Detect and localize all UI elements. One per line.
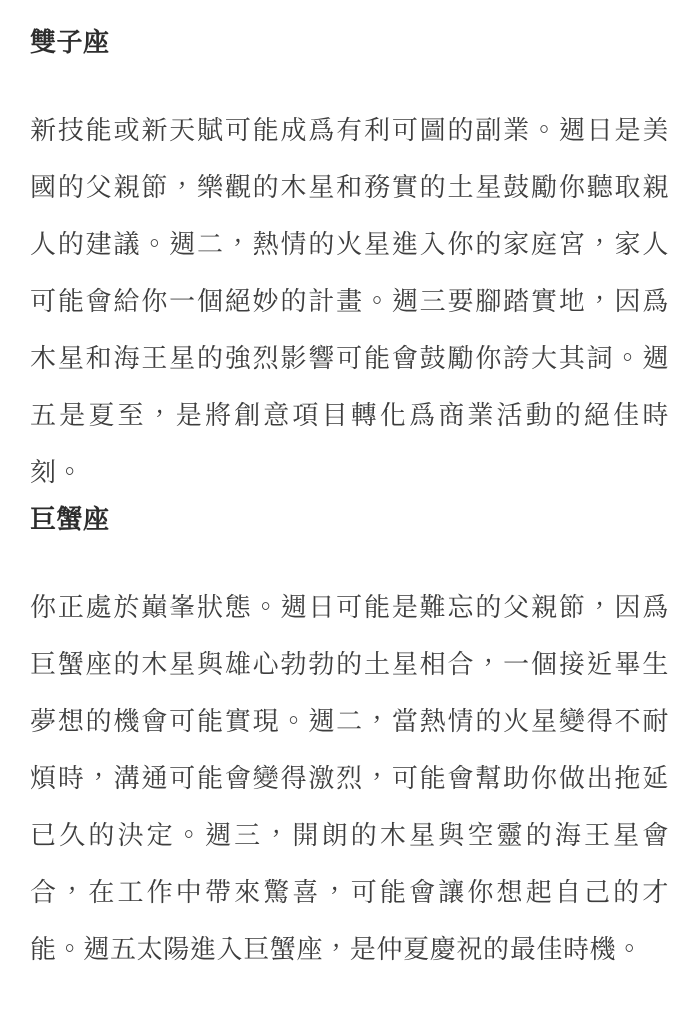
gemini-section-body: 新技能或新天賦可能成爲有利可圖的副業。週日是美國的父親節，樂觀的木星和務實的土星鼓勵你聽取親人的建議。週二，熱情的火星進入你的家庭宮，家人可能會給你一個絕妙的計畫。週三要腳踏實地，因爲木星和海王星的強烈影響可能會鼓勵你誇大其詞。週五是夏至，是將創意項目轉化爲商業活動的絕佳時刻。	[30, 115, 669, 487]
cancer-section-heading: 巨蟹座	[30, 504, 110, 534]
gemini-section-heading: 雙子座	[30, 27, 110, 57]
section-gemini	[30, 24, 669, 501]
cancer-section-body: 你正處於巔峯狀態。週日可能是難忘的父親節，因爲巨蟹座的木星與雄心勃勃的土星相合，一個接近畢生夢想的機會可能實現。週二，當熱情的火星變得不耐煩時，溝通可能會變得激烈，可能會幫助你做出拖延已久的決定。週三，開朗的木星與空靈的海王星會合，在工作中帶來驚喜，可能會讓你想起自己的才能。週五太陽進入巨蟹座，是仲夏慶祝的最佳時機。	[30, 592, 669, 964]
section-cancer	[30, 501, 669, 978]
